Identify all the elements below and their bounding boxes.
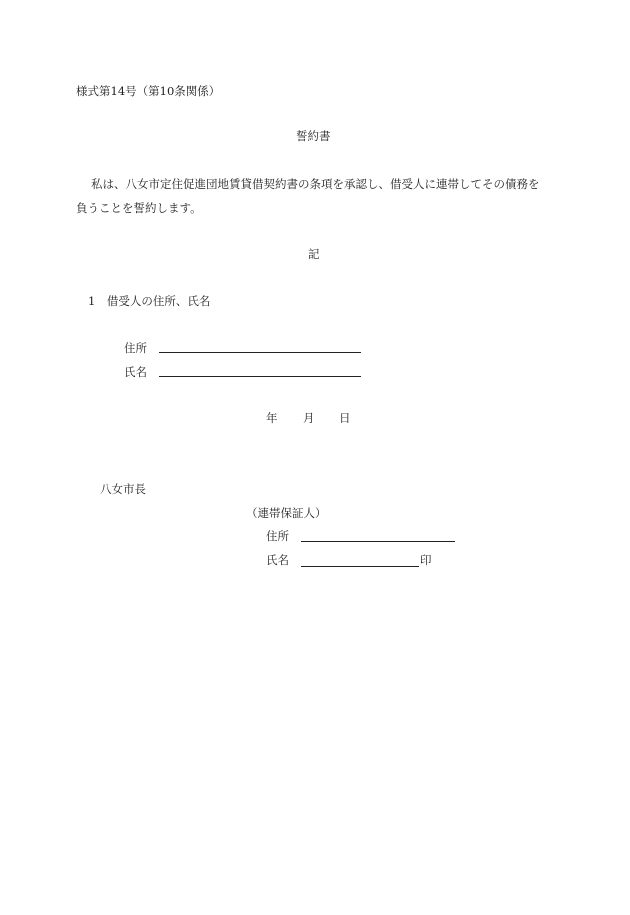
section-1-heading: 1 借受人の住所、氏名 — [88, 294, 211, 308]
borrower-name-line — [159, 376, 361, 377]
borrower-address-line — [159, 352, 361, 353]
body-text-line-2: 負うことを誓約します。 — [76, 201, 202, 215]
borrower-address-label: 住所 — [124, 341, 147, 355]
date-day: 日 — [339, 411, 351, 425]
guarantor-heading: （連帯保証人） — [246, 506, 327, 520]
ki-heading: 記 — [308, 247, 320, 261]
body-text-line-1: 私は、八女市定住促進団地賃貸借契約書の条項を承認し、借受人に連帯してその債務を — [91, 177, 540, 191]
document-title: 誓約書 — [296, 129, 331, 143]
guarantor-address-line — [301, 541, 455, 542]
guarantor-name-label: 氏名 — [266, 553, 289, 567]
addressee: 八女市長 — [100, 482, 146, 496]
guarantor-address-label: 住所 — [266, 529, 289, 543]
form-number: 様式第14号（第10条関係） — [76, 84, 221, 98]
date-year: 年 — [266, 411, 278, 425]
seal-mark: 印 — [420, 553, 432, 567]
guarantor-name-line — [301, 566, 419, 567]
date-month: 月 — [303, 411, 315, 425]
borrower-name-label: 氏名 — [124, 365, 147, 379]
